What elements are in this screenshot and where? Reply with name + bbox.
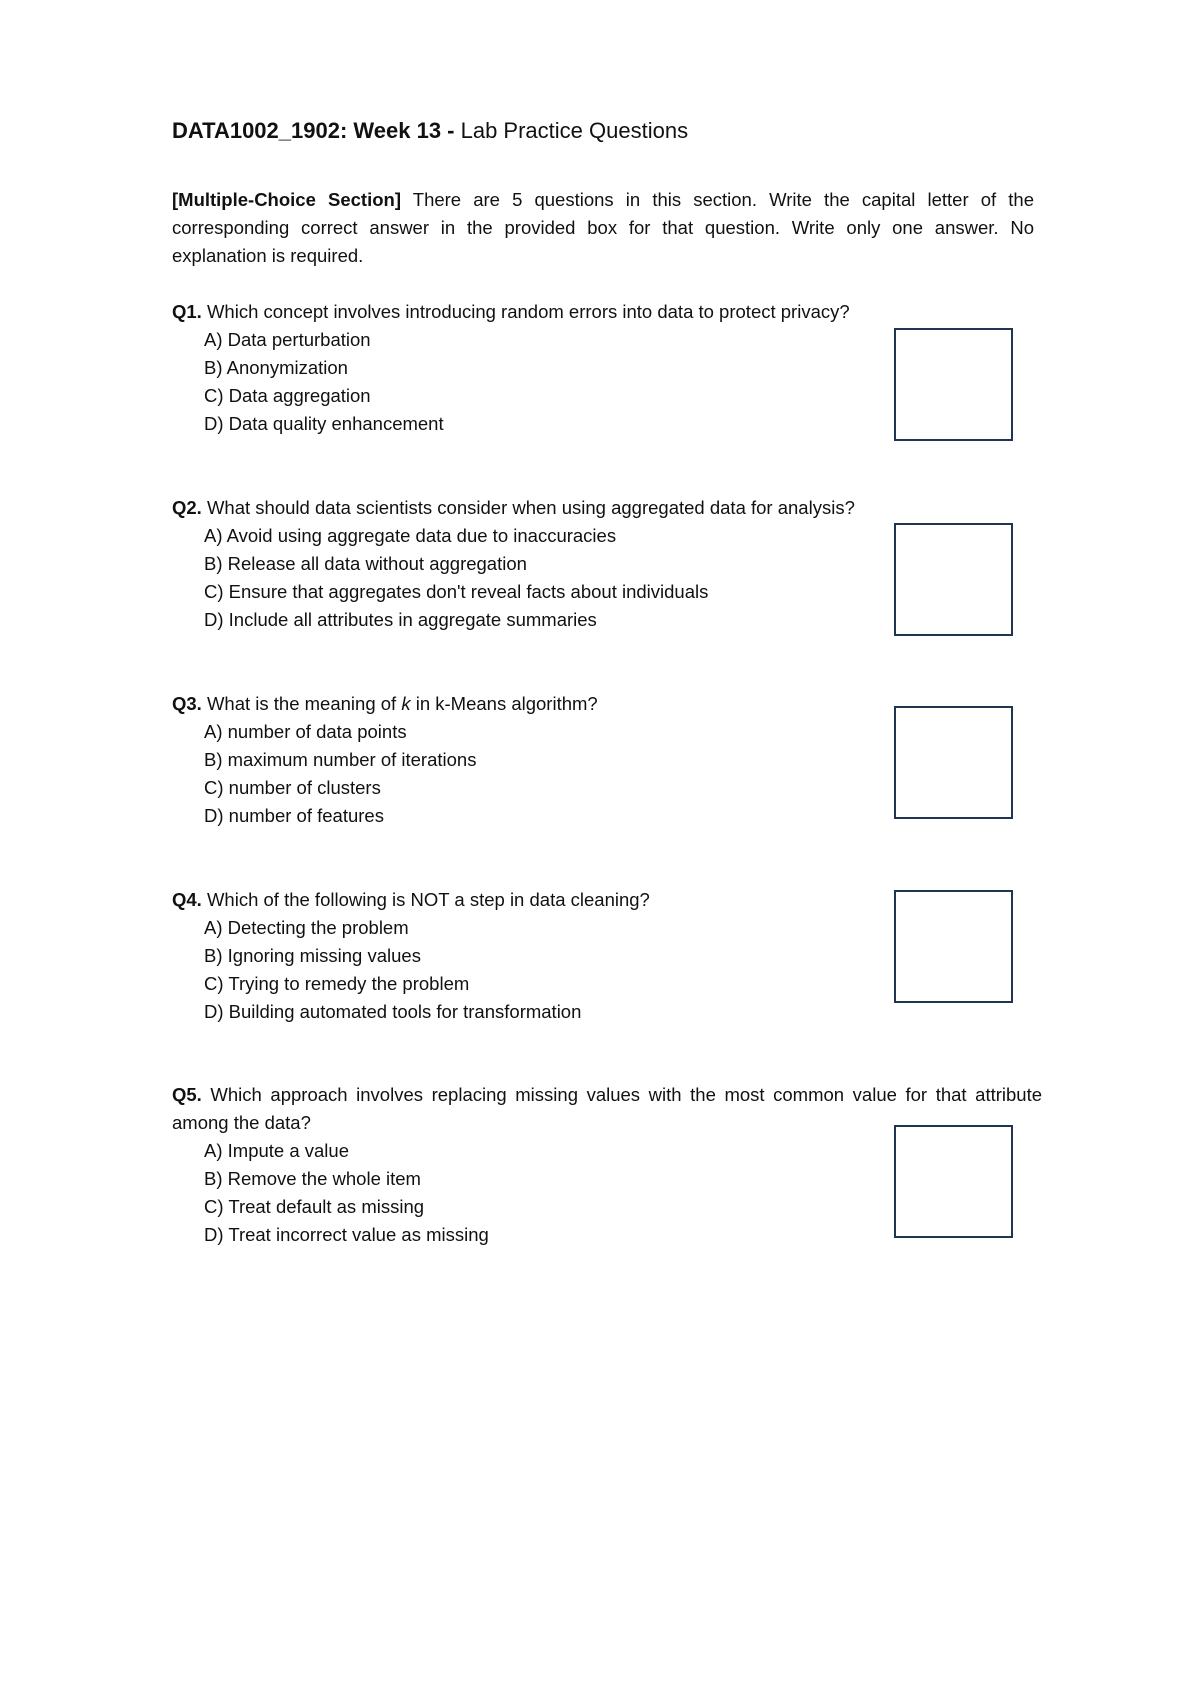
- section-instructions: [172, 186, 1034, 270]
- option-b: B) Release all data without aggregation: [204, 553, 527, 574]
- option-b: B) Anonymization: [204, 357, 348, 378]
- question-number: Q2.: [172, 497, 202, 518]
- option-a: A) Avoid using aggregate data due to inaccuracies: [204, 525, 617, 546]
- question-body: Which concept involves introducing random errors into data to protect privacy?: [201, 301, 850, 322]
- title-code: DATA1002_1902: Week 13 -: [172, 118, 455, 143]
- option-c: C) Trying to remedy the problem: [204, 973, 470, 994]
- question-body: What should data scientists consider when using aggregated data for analysis?: [201, 497, 855, 518]
- option-a: A) Detecting the problem: [204, 917, 409, 938]
- option-b: B) maximum number of iterations: [204, 749, 477, 770]
- title-rest: Lab Practice Questions: [454, 118, 689, 143]
- option-b: B) Remove the whole item: [204, 1168, 421, 1189]
- option-a: A) Impute a value: [204, 1140, 349, 1161]
- question-body-end: in k-Means algorithm?: [410, 693, 598, 714]
- answer-box-3[interactable]: [894, 706, 1013, 819]
- question-body-variable: k: [401, 693, 411, 714]
- answer-box-2[interactable]: [894, 523, 1013, 636]
- option-b: B) Ignoring missing values: [204, 945, 421, 966]
- option-d: D) number of features: [204, 805, 384, 826]
- section-label: [Multiple-Choice Section]: [172, 189, 401, 210]
- question-body-start: What is the meaning of: [201, 693, 402, 714]
- question-text: [172, 298, 1042, 326]
- option-c: C) Data aggregation: [204, 385, 371, 406]
- question-number: Q4.: [172, 889, 202, 910]
- option-d: D) Include all attributes in aggregate summaries: [204, 609, 597, 630]
- option-c: C) number of clusters: [204, 777, 381, 798]
- option-c: C) Ensure that aggregates don't reveal facts about individuals: [204, 581, 709, 602]
- page-title: [172, 116, 688, 146]
- question-number: Q5.: [172, 1084, 202, 1105]
- option-a: A) Data perturbation: [204, 329, 371, 350]
- question-body: Which approach involves replacing missing values with the most common value for that attribute among the data?: [172, 1084, 1042, 1133]
- answer-box-5[interactable]: [894, 1125, 1013, 1238]
- question-text: [172, 494, 1042, 522]
- option-c: C) Treat default as missing: [204, 1196, 425, 1217]
- question-number: Q3.: [172, 693, 202, 714]
- answer-box-1[interactable]: [894, 328, 1013, 441]
- option-d: D) Data quality enhancement: [204, 413, 444, 434]
- option-d: D) Treat incorrect value as missing: [204, 1224, 489, 1245]
- question-body: Which of the following is NOT a step in data cleaning?: [201, 889, 650, 910]
- instructions-text: There are 5 questions in this section. Write the capital letter of the corresponding correct answer in the provided box for that question. Write only one answer. No explanation is required.: [172, 189, 1034, 266]
- answer-box-4[interactable]: [894, 890, 1013, 1003]
- question-number: Q1.: [172, 301, 202, 322]
- option-a: A) number of data points: [204, 721, 407, 742]
- option-d: D) Building automated tools for transformation: [204, 1001, 582, 1022]
